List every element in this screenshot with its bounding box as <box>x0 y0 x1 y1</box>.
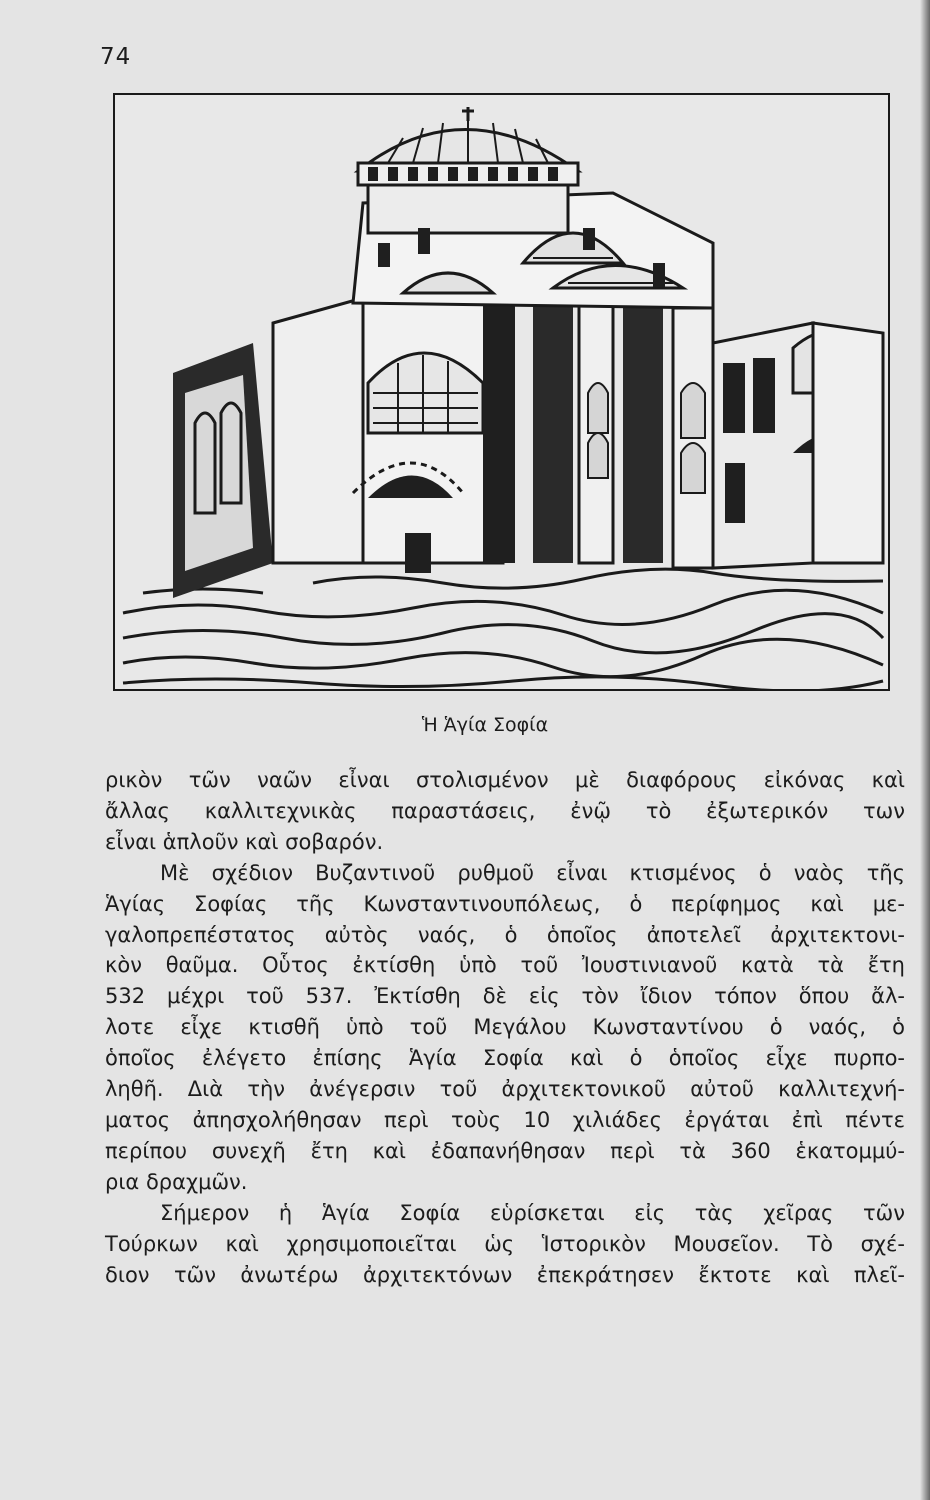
figure-caption: Ἡ Ἁγία Σοφία <box>421 714 549 736</box>
text-line: ρικὸν τῶν ναῶν εἶναι στολισμένον μὲ διαφόρους εἰκόνας καὶ <box>105 768 905 792</box>
page-number: 74 <box>100 44 132 70</box>
text-line: Μὲ σχέδιον Βυζαντινοῦ ρυθμοῦ εἶναι κτισμένος ὁ ναὸς τῆς <box>160 860 905 885</box>
paragraph <box>105 1198 905 1291</box>
text-line: διον τῶν ἀνωτέρω ἀρχιτεκτόνων ἐπεκράτησεν ἔκτοτε καὶ πλεῖ- <box>105 1262 905 1287</box>
text-line: περίπου συνεχῆ ἔτη καὶ ἐδαπανήθησαν περὶ τὰ 360 ἑκατομμύ- <box>105 1138 905 1163</box>
paragraph <box>105 765 905 858</box>
text-line: ρια δραχμῶν. <box>105 1169 248 1194</box>
text-line: γαλοπρεπέστατος αὐτὸς ναός, ὁ ὁποῖος ἀποτελεῖ ἀρχιτεκτονι- <box>105 922 905 947</box>
text-line: Σήμερον ἡ Ἁγία Σοφία εὑρίσκεται εἰς τὰς χεῖρας τῶν <box>160 1200 905 1225</box>
page-edge-shadow <box>920 0 930 1500</box>
text-line: Ἁγίας Σοφίας τῆς Κωνσταντινουπόλεως, ὁ περίφημος καὶ με- <box>105 891 905 916</box>
paragraph <box>105 858 905 1198</box>
text-line: ὁποῖος ἐλέγετο ἐπίσης Ἁγία Σοφία καὶ ὁ ὁποῖος εἶχε πυρπο- <box>105 1046 905 1071</box>
text-line: ἄλλας καλλιτεχνικὰς παραστάσεις, ἐνῷ τὸ ἐξωτερικόν των <box>105 798 905 823</box>
text-line: 532 μέχρι τοῦ 537. Ἐκτίσθη δὲ εἰς τὸν ἴδιον τόπον ὅπου ἄλ- <box>105 984 905 1009</box>
text-line: λοτε εἶχε κτισθῆ ὑπὸ τοῦ Μεγάλου Κωνσταντίνου ὁ ναός, ὁ <box>105 1015 905 1040</box>
text-line: κὸν θαῦμα. Οὗτος ἐκτίσθη ὑπὸ τοῦ Ἰουστινιανοῦ κατὰ τὰ ἔτη <box>105 953 905 978</box>
text-line: εἶναι ἁπλοῦν καὶ σοβαρόν. <box>105 829 384 854</box>
hagia-sophia-illustration <box>113 93 890 691</box>
text-line: ληθῆ. Διὰ τὴν ἀνέγερσιν τοῦ ἀρχιτεκτονικοῦ αὐτοῦ καλλιτεχνή- <box>105 1077 905 1102</box>
text-line: ματος ἀπησχολήθησαν περὶ τοὺς 10 χιλιάδες ἐργάται ἐπὶ πέντε <box>105 1107 905 1132</box>
text-line: Τούρκων καὶ χρησιμοποιεῖται ὡς Ἱστορικὸν Μουσεῖον. Τὸ σχέ- <box>105 1231 905 1256</box>
body-text <box>105 765 905 1290</box>
